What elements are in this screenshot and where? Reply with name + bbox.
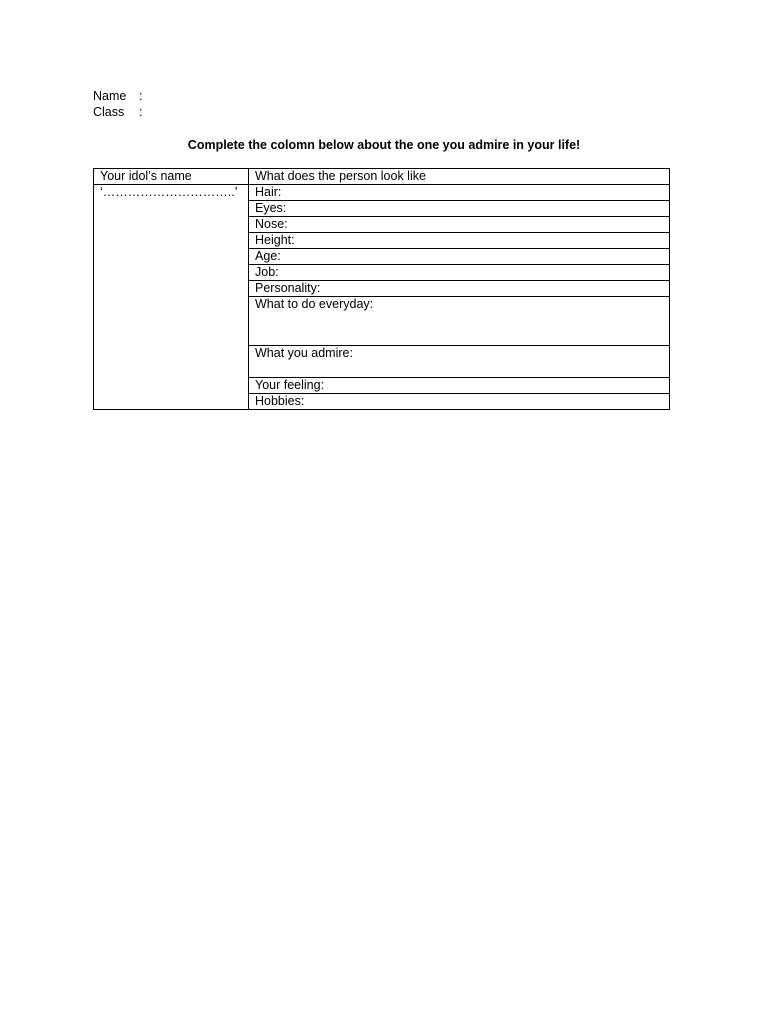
name-label: Name: [93, 89, 127, 103]
height-cell[interactable]: Height:: [249, 233, 670, 249]
class-label: Class: [93, 105, 125, 119]
idol-name-cell[interactable]: [94, 185, 249, 410]
name-colon: :: [139, 89, 143, 103]
name-field-row: [93, 88, 149, 104]
hair-cell[interactable]: Hair:: [249, 185, 670, 201]
instruction-heading: Complete the colomn below about the one you admire in your life!: [187, 138, 581, 152]
admire-cell[interactable]: What you admire:: [249, 346, 670, 378]
personality-cell[interactable]: Personality:: [249, 281, 670, 297]
eyes-cell[interactable]: Eyes:: [249, 201, 670, 217]
nose-cell[interactable]: Nose:: [249, 217, 670, 233]
table-row: [94, 185, 670, 201]
everyday-activity-cell[interactable]: What to do everyday:: [249, 297, 670, 346]
idol-description-table: [93, 168, 670, 410]
hobbies-cell[interactable]: Hobbies:: [249, 394, 670, 410]
idol-name-header: Your idol’s name: [94, 169, 249, 185]
age-cell[interactable]: Age:: [249, 249, 670, 265]
class-field-row: [93, 104, 149, 120]
student-info: [93, 88, 149, 120]
job-cell[interactable]: Job:: [249, 265, 670, 281]
appearance-header: What does the person look like: [249, 169, 670, 185]
feeling-cell[interactable]: Your feeling:: [249, 378, 670, 394]
idol-name-placeholder: ‘…………………………..’: [100, 185, 238, 199]
table-header-row: [94, 169, 670, 185]
class-colon: :: [139, 105, 143, 119]
